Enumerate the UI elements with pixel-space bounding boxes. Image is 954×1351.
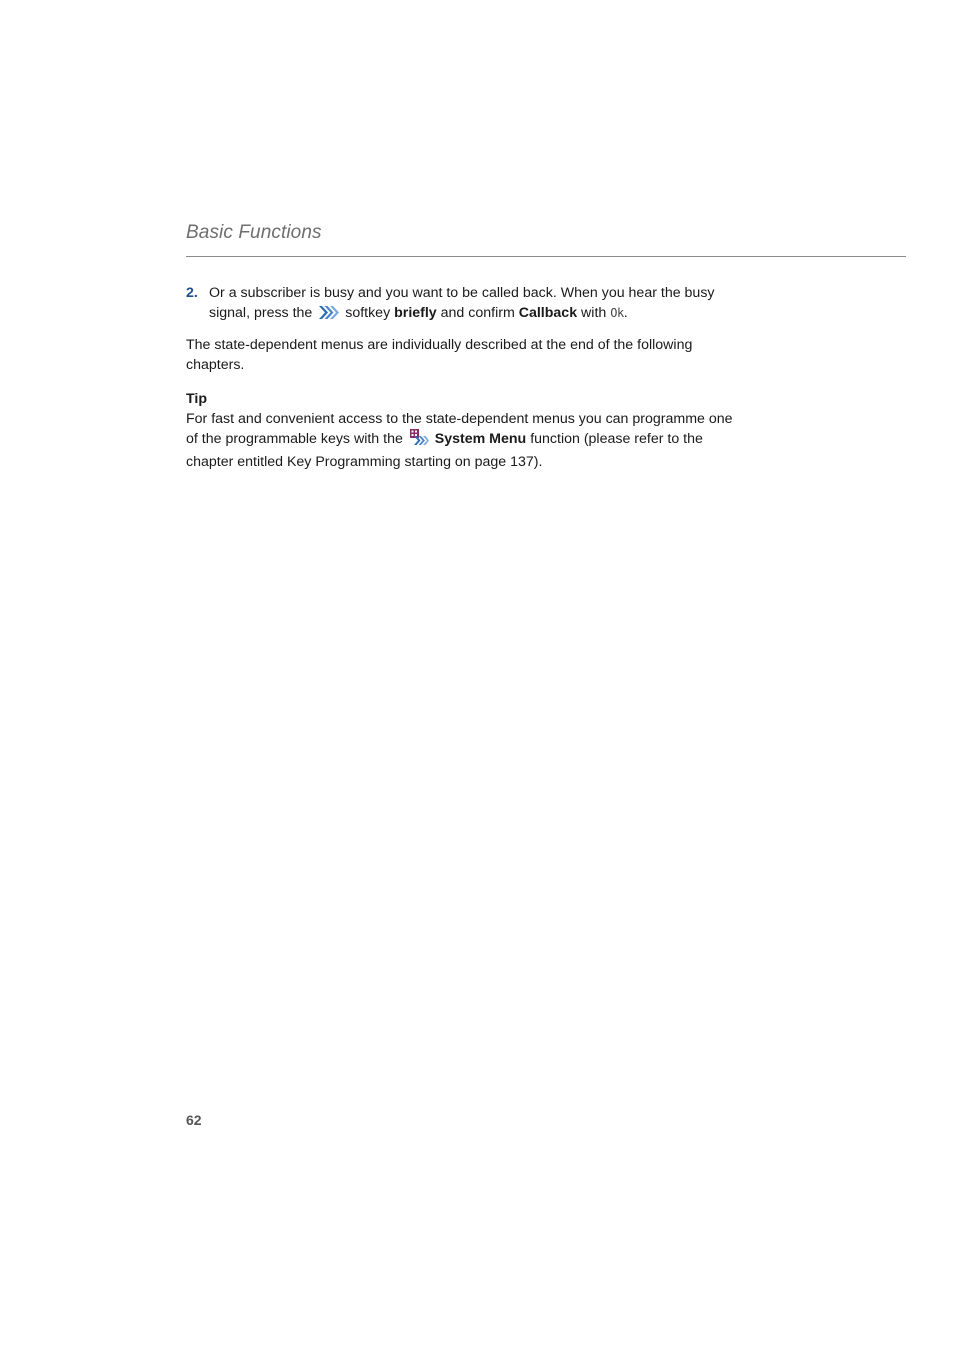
chapter-title: Basic Functions	[186, 222, 322, 243]
page-content	[186, 284, 746, 472]
system-menu-icon	[409, 429, 429, 453]
step-text: softkey	[345, 304, 391, 321]
step-text: with	[581, 304, 607, 321]
step-text: Or a subscriber is busy and you want to be called back. When you hear the busy signal, press the	[209, 285, 715, 321]
step-bold-callback: Callback	[518, 304, 578, 321]
forward-arrows-icon	[318, 305, 339, 327]
tip-text-part: function (please refer to the chapter entitled Key Programming starting on page 137).	[186, 431, 703, 470]
header-divider	[186, 256, 906, 257]
tip-heading: Tip	[186, 391, 208, 407]
tip-bold-system-menu: System Menu	[434, 431, 527, 447]
step-text: and confirm	[440, 304, 515, 321]
step-bold-briefly: briefly	[394, 304, 437, 321]
step-number: 2.	[186, 285, 198, 301]
step-text: .	[623, 304, 628, 321]
display-ok-label: Ok	[610, 305, 624, 320]
tip-text-part: For fast and convenient access to the state-dependent menus you can programme one of the programmable keys with the	[186, 410, 733, 447]
step-item	[186, 284, 746, 326]
page-number: 62	[186, 1112, 202, 1128]
tip-text	[186, 410, 746, 473]
body-paragraph: The state-dependent menus are individually described at the end of the following chapters.	[186, 337, 693, 373]
